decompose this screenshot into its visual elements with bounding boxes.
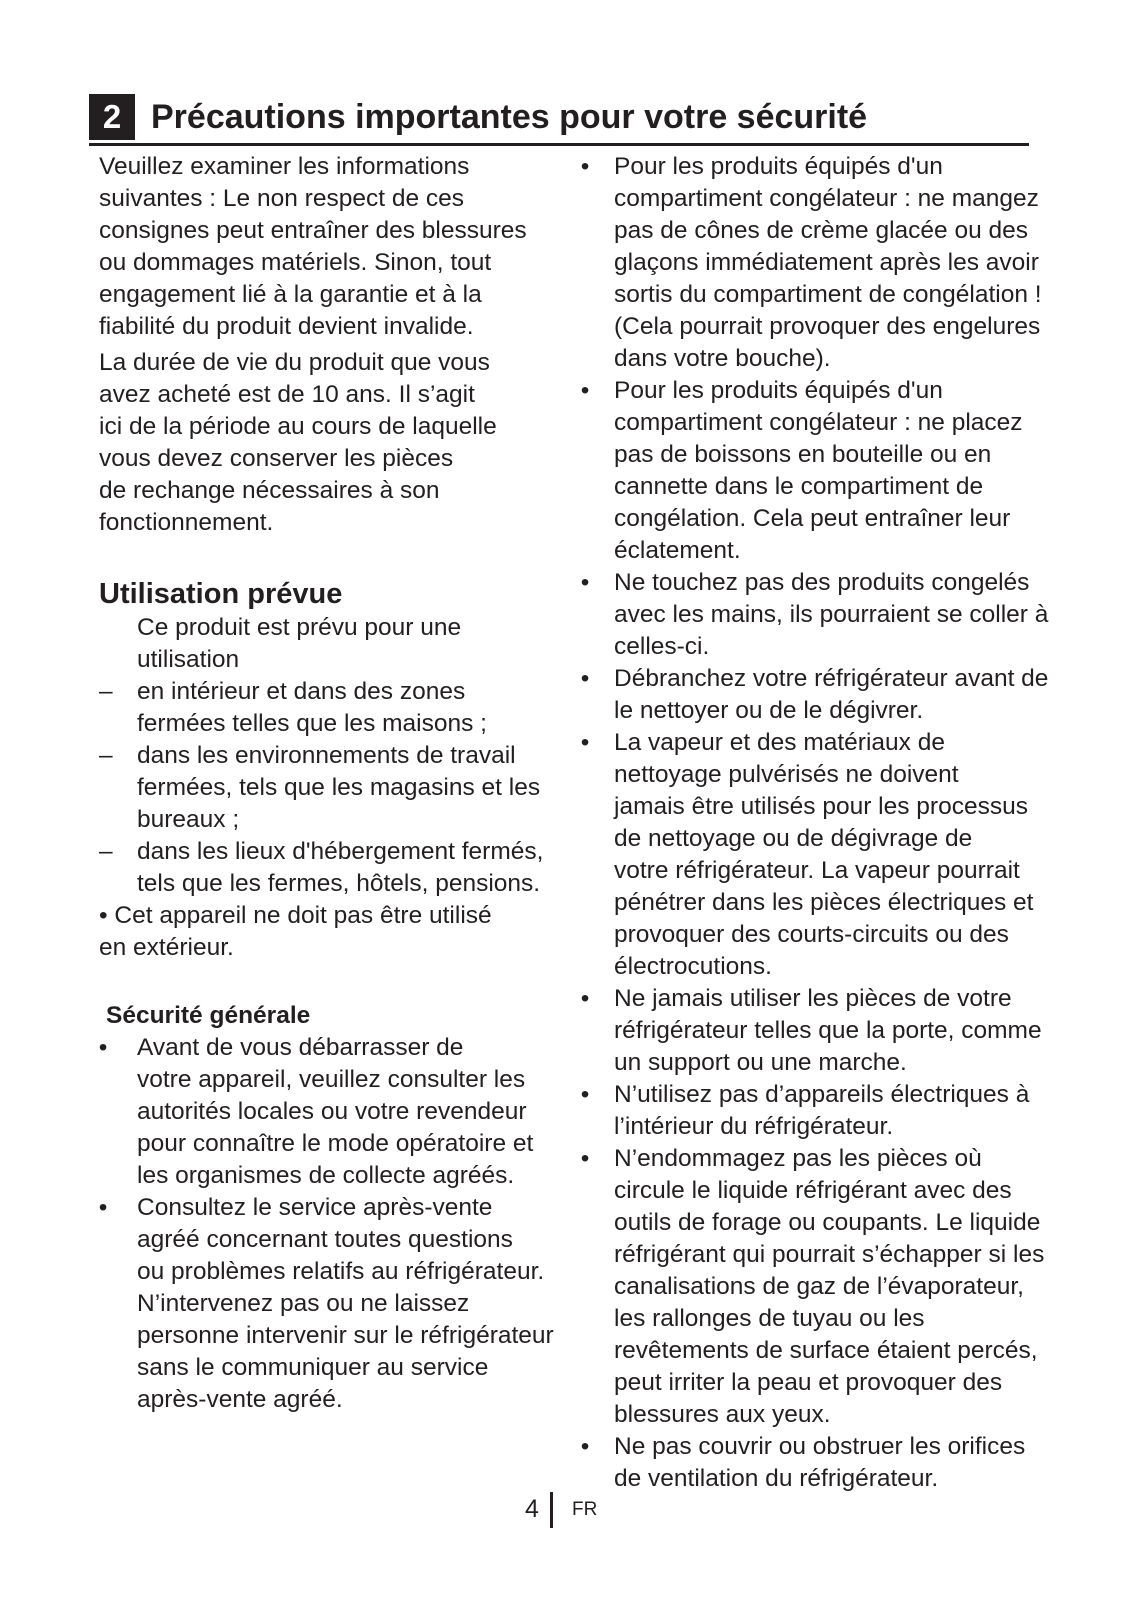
section-header xyxy=(89,94,1029,146)
text-line: dans les environnements de travail xyxy=(137,742,516,769)
text-line: N’intervenez pas ou ne laissez xyxy=(137,1290,470,1317)
text-line: (Cela pourrait provoquer des engelures xyxy=(614,313,1041,340)
text-line: utilisation xyxy=(137,646,240,673)
text-line: en intérieur et dans des zones xyxy=(137,678,466,705)
text-line: jamais être utilisés pour les processus xyxy=(614,793,1028,820)
text-line: glaçons immédiatement après les avoir xyxy=(614,249,1039,276)
text-line: fermées telles que les maisons ; xyxy=(137,710,487,737)
text-line: les rallonges de tuyau ou les xyxy=(614,1305,925,1332)
list-item xyxy=(99,676,569,740)
chapter-number: 2 xyxy=(89,94,135,140)
list-item xyxy=(99,1192,569,1416)
text-line: La vapeur et des matériaux de xyxy=(614,729,945,756)
bullet-marker: • xyxy=(98,1194,108,1221)
text-line: Veuillez examiner les informations xyxy=(99,153,470,180)
page-number: 4 xyxy=(525,1495,539,1523)
list-item xyxy=(580,663,1063,727)
bullet-marker: • xyxy=(580,729,590,756)
text-line: Ne touchez pas des produits congelés xyxy=(614,569,1030,596)
bullet-marker: • xyxy=(580,569,590,596)
footer-divider xyxy=(550,1492,553,1528)
text-line: • Cet appareil ne doit pas être utilisé xyxy=(99,902,492,929)
dash-marker: – xyxy=(99,678,113,705)
text-line: ici de la période au cours de laquelle xyxy=(99,413,497,440)
text-line: blessures aux yeux. xyxy=(614,1401,831,1428)
text-line: cannette dans le compartiment de xyxy=(614,473,984,500)
intended-use-heading: Utilisation prévue xyxy=(99,578,343,610)
text-line: dans votre bouche). xyxy=(614,345,831,372)
text-line: de nettoyage ou de dégivrage de xyxy=(614,825,973,852)
language-code: FR xyxy=(572,1499,598,1520)
outdoor-note xyxy=(99,900,569,964)
text-line: Consultez le service après-vente xyxy=(137,1194,493,1221)
list-item xyxy=(580,567,1063,663)
bullet-marker: • xyxy=(580,1081,590,1108)
text-line: fermées, tels que les magasins et les xyxy=(137,774,541,801)
page-footer xyxy=(0,1492,1128,1528)
text-line: pour connaître le mode opératoire et xyxy=(137,1130,534,1157)
text-line: en extérieur. xyxy=(99,934,234,961)
bullet-marker: • xyxy=(580,153,590,180)
text-line: autorités locales ou votre revendeur xyxy=(137,1098,527,1125)
general-safety-heading: Sécurité générale xyxy=(106,1002,311,1029)
text-line: Ne jamais utiliser les pièces de votre xyxy=(614,985,1012,1012)
text-line: La durée de vie du produit que vous xyxy=(99,349,490,376)
text-line: ou problèmes relatifs au réfrigérateur. xyxy=(137,1258,545,1285)
bullet-marker: • xyxy=(580,1433,590,1460)
text-line: de rechange nécessaires à son xyxy=(99,477,440,504)
text-line: personne intervenir sur le réfrigérateur xyxy=(137,1322,554,1349)
text-line: outils de forage ou coupants. Le liquide xyxy=(614,1209,1041,1236)
text-line: un support ou une marche. xyxy=(614,1049,907,1076)
text-line: de ventilation du réfrigérateur. xyxy=(614,1465,939,1492)
text-line: électrocutions. xyxy=(614,953,772,980)
text-line: bureaux ; xyxy=(137,806,240,833)
list-item xyxy=(99,836,569,900)
text-line: Pour les produits équipés d'un xyxy=(614,153,943,180)
text-line: circule le liquide réfrigérant avec des xyxy=(614,1177,1012,1204)
list-item xyxy=(99,740,569,836)
dash-marker: – xyxy=(99,838,113,865)
text-line: vous devez conserver les pièces xyxy=(99,445,454,472)
list-item xyxy=(580,983,1063,1079)
right-column xyxy=(580,151,1063,1495)
text-line: tels que les fermes, hôtels, pensions. xyxy=(137,870,541,897)
text-line: congélation. Cela peut entraîner leur xyxy=(614,505,1011,532)
list-item xyxy=(99,1032,569,1192)
text-line: peut irriter la peau et provoquer des xyxy=(614,1369,1003,1396)
text-line: réfrigérateur telles que la porte, comme xyxy=(614,1017,1042,1044)
text-line: N’utilisez pas d’appareils électriques à xyxy=(614,1081,1030,1108)
list-item xyxy=(580,375,1063,567)
bullet-marker: • xyxy=(580,985,590,1012)
text-line: Ce produit est prévu pour une xyxy=(137,614,462,641)
text-line: revêtements de surface étaient percés, xyxy=(614,1337,1038,1364)
bullet-marker: • xyxy=(98,1034,108,1061)
text-line: sortis du compartiment de congélation ! xyxy=(614,281,1042,308)
text-line: consignes peut entraîner des blessures xyxy=(99,217,527,244)
text-line: pas de boissons en bouteille ou en xyxy=(614,441,992,468)
text-line: avec les mains, ils pourraient se coller à xyxy=(614,601,1049,628)
list-item xyxy=(580,1079,1063,1143)
bullet-marker: • xyxy=(580,1145,590,1172)
text-line: les organismes de collecte agréés. xyxy=(137,1162,515,1189)
text-line: avez acheté est de 10 ans. Il s’agit xyxy=(99,381,475,408)
text-line: Avant de vous débarrasser de xyxy=(137,1034,464,1061)
text-line: Débranchez votre réfrigérateur avant de xyxy=(614,665,1049,692)
text-line: réfrigérant qui pourrait s’échapper si les xyxy=(614,1241,1045,1268)
header-rule xyxy=(89,143,1029,146)
text-line: pas de cônes de crème glacée ou des xyxy=(614,217,1029,244)
list-item xyxy=(580,727,1063,983)
text-line: engagement lié à la garantie et à la xyxy=(99,281,482,308)
intended-use-lead xyxy=(99,612,569,676)
text-line: celles-ci. xyxy=(614,633,710,660)
text-line: nettoyage pulvérisés ne doivent xyxy=(614,761,959,788)
list-item xyxy=(580,1143,1063,1431)
text-line: fonctionnement. xyxy=(99,509,274,536)
text-line: l’intérieur du réfrigérateur. xyxy=(614,1113,894,1140)
lifetime-paragraph xyxy=(99,347,569,539)
text-line: fiabilité du produit devient invalide. xyxy=(99,313,474,340)
list-item xyxy=(580,151,1063,375)
text-line: ou dommages matériels. Sinon, tout xyxy=(99,249,492,276)
text-line: Ne pas couvrir ou obstruer les orifices xyxy=(614,1433,1026,1460)
text-line: pénétrer dans les pièces électriques et xyxy=(614,889,1034,916)
text-line: canalisations de gaz de l’évaporateur, xyxy=(614,1273,1024,1300)
text-line: compartiment congélateur : ne placez xyxy=(614,409,1023,436)
text-line: dans les lieux d'hébergement fermés, xyxy=(137,838,544,865)
page-title: Précautions importantes pour votre sécurité xyxy=(151,98,868,136)
text-line: provoquer des courts-circuits ou des xyxy=(614,921,1009,948)
list-item xyxy=(580,1431,1063,1495)
dash-marker: – xyxy=(99,742,113,769)
text-line: après-vente agréé. xyxy=(137,1386,343,1413)
text-line: Pour les produits équipés d'un xyxy=(614,377,943,404)
text-line: suivantes : Le non respect de ces xyxy=(99,185,464,212)
text-line: N’endommagez pas les pièces où xyxy=(614,1145,982,1172)
text-line: compartiment congélateur : ne mangez xyxy=(614,185,1039,212)
text-line: agréé concernant toutes questions xyxy=(137,1226,513,1253)
bullet-marker: • xyxy=(580,665,590,692)
intro-paragraph xyxy=(99,151,569,343)
bullet-marker: • xyxy=(580,377,590,404)
text-line: éclatement. xyxy=(614,537,741,564)
text-line: votre appareil, veuillez consulter les xyxy=(137,1066,526,1093)
text-line: sans le communiquer au service xyxy=(137,1354,489,1381)
left-column xyxy=(99,151,569,1416)
text-line: votre réfrigérateur. La vapeur pourrait xyxy=(614,857,1020,884)
text-line: le nettoyer ou de le dégivrer. xyxy=(614,697,924,724)
